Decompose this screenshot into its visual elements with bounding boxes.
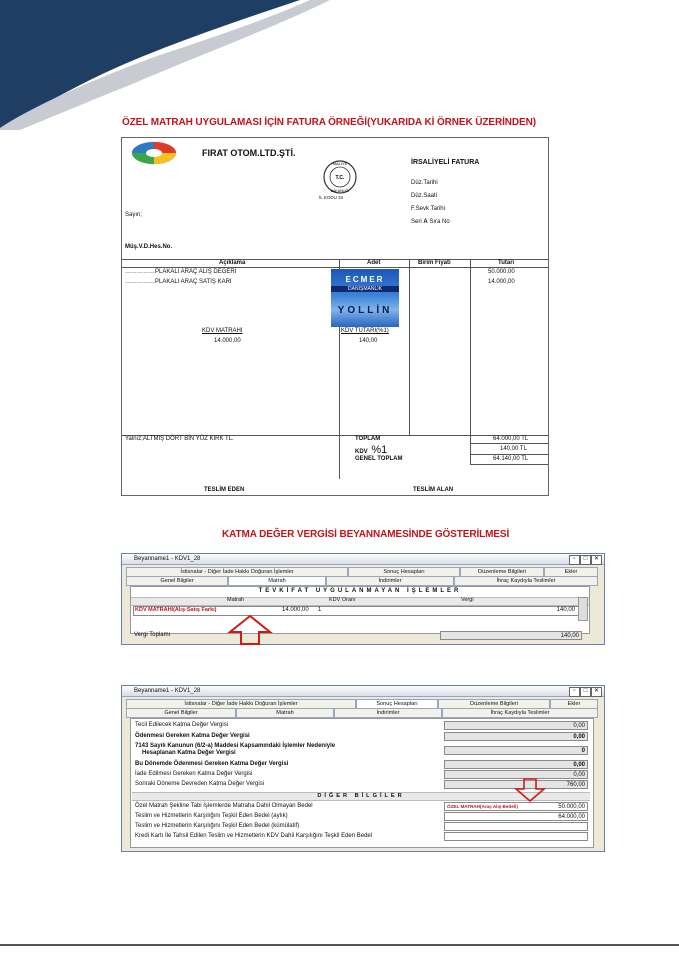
item-amount-2: 14.000,00 <box>488 279 515 285</box>
w2-other-field-1[interactable] <box>444 802 588 811</box>
w2-tab-sonuc[interactable]: Sonuç Hesapları <box>356 699 438 709</box>
w2-tab-ihrac[interactable]: İhraç Kaydıyla Teslimler <box>442 708 598 718</box>
w2-row-field-4[interactable]: 0 <box>444 746 588 755</box>
w1-tab-ekler[interactable]: Ekler <box>544 567 598 577</box>
w1-total-field[interactable]: 140,00 <box>440 631 582 640</box>
w1-row-label: KDV MATRAHI(Alış-Satış Farkı) <box>135 607 217 613</box>
footer-divider <box>0 944 679 946</box>
w1-tab-sonuc[interactable]: Sonuç Hesapları <box>348 567 460 577</box>
total-value: 64.000,00 TL <box>493 436 529 442</box>
w2-other-value-1: 50.000,00 <box>558 804 585 810</box>
total-label: TOPLAM <box>355 436 381 442</box>
header-wave-graphic <box>0 0 679 130</box>
w1-tab-indirimler[interactable]: İndirimler <box>326 576 454 586</box>
serial-letter: A <box>423 219 428 225</box>
w1-tab-ihrac[interactable]: İhraç Kaydıyla Teslimler <box>454 576 598 586</box>
w2-row-label-4: Hesaplanan Katma Değer Vergisi <box>142 750 236 756</box>
window2-maximize-button[interactable]: □ <box>580 687 591 697</box>
kdv-label-text: KDV <box>355 449 368 455</box>
stamp-text-2: DANIŞMANLIK <box>331 286 399 292</box>
stamp-text-3: YOLLİN <box>337 305 393 316</box>
w1-col-kdv-orani: KDV Oranı <box>329 597 356 603</box>
w1-tab-matrah[interactable]: Matrah <box>228 576 326 586</box>
item-amount-1: 50.000,00 <box>488 269 515 275</box>
delivered-by: TESLİM EDEN <box>204 487 245 493</box>
seal-bottom-text: BAKANLIĞI <box>330 189 350 193</box>
kdv-value: 140,00 TL <box>500 446 527 452</box>
col-tutari: Tutarı <box>498 260 515 266</box>
document-type: İRSALİYELİ FATURA <box>411 159 480 166</box>
w2-row-field-1[interactable]: 0,00 <box>444 721 588 730</box>
w1-row-rate: 1 <box>318 607 322 613</box>
w1-total-label: Vergi Toplamı <box>134 632 171 638</box>
w1-content <box>130 586 590 634</box>
kdv-tutar-value: 140,00 <box>359 338 378 344</box>
w1-tab-duzenleme[interactable]: Düzenleme Bilgileri <box>460 567 544 577</box>
seal-code: İL KODU 34 <box>319 195 344 200</box>
ministry-seal <box>316 158 364 200</box>
w2-tab-duzenleme[interactable]: Düzenleme Bilgileri <box>438 699 550 709</box>
serial-prefix: Seri <box>411 219 422 225</box>
invoice-heading: ÖZEL MATRAH UYGULAMASI İÇİN FATURA ÖRNEĞİ(YUKARIDA Kİ ÖRNEK ÜZERİNDEN) <box>122 117 536 128</box>
col-adet: Adet <box>367 260 381 266</box>
received-by: TESLİM ALAN <box>413 487 454 493</box>
col-birim-fiyati: Birim Fiyatı <box>418 260 451 266</box>
meta-serial <box>411 219 450 225</box>
seal-top-text: MALİYE <box>332 161 348 166</box>
w2-row-field-6[interactable]: 0,00 <box>444 770 588 779</box>
w2-row-field-2[interactable]: 0,00 <box>444 732 588 741</box>
w2-other-field-2[interactable]: 64.000,00 <box>444 812 588 821</box>
w2-other-label-2: Teslim ve Hizmetlerin Karşılığını Teşkil Eden Bedel (aylık) <box>135 813 288 819</box>
window1-restore-button[interactable]: ▫ <box>569 555 580 565</box>
window2-title: Beyanname1 - KDV1_28 <box>134 688 201 694</box>
item-desc-2: ……………PLAKALI ARAÇ SATIŞ KARI <box>125 279 232 285</box>
item-desc-1: ……………PLAKALI ARAÇ ALIŞ DEĞERİ <box>125 269 237 275</box>
window2-close-button[interactable]: ✕ <box>591 687 602 697</box>
kdv-matrah-label: KDV MATRAHI <box>202 328 243 334</box>
w2-row-label-2: Ödenmesi Gereken Katma Değer Vergisi <box>135 733 250 739</box>
tax-office-label: Müş.V.D.Hes.No. <box>125 244 173 250</box>
w1-scroll-controls[interactable] <box>578 597 588 621</box>
window1-maximize-button[interactable]: □ <box>580 555 591 565</box>
w2-tab-ekler[interactable]: Ekler <box>550 699 598 709</box>
seal-center-text: T.C. <box>335 175 345 181</box>
serial-suffix: Sıra No <box>429 219 450 225</box>
customer-label: Sayın; <box>125 212 143 218</box>
red-down-arrow-icon <box>514 778 546 802</box>
declaration-window-1 <box>121 553 605 645</box>
meta-duz-saati: Düz.Saati <box>411 193 438 199</box>
grand-total-label: GENEL TOPLAM <box>355 456 403 462</box>
w2-tab-indirimler[interactable]: İndirimler <box>334 708 442 718</box>
window2-titlebar <box>122 686 604 697</box>
w1-tab-genel[interactable]: Genel Bilgiler <box>126 576 228 586</box>
kdv-label <box>355 444 387 456</box>
w2-tab-matrah[interactable]: Matrah <box>236 708 334 718</box>
w1-tab-istisnalar[interactable]: İstisnalar - Diğer İade Hakkı Doğuran İşlemler <box>126 567 348 577</box>
kdv-matrah-value: 14.000,00 <box>214 338 241 344</box>
w2-row-label-5: Bu Dönemde Ödenmesi Gereken Katma Değer Vergisi <box>135 761 289 767</box>
w2-section-title: DİĞER BİLGİLER <box>132 792 590 801</box>
window1-titlebar <box>122 554 604 565</box>
window1-close-button[interactable]: ✕ <box>591 555 602 565</box>
w2-other-field-3[interactable] <box>444 822 588 831</box>
w2-other-field-4[interactable] <box>444 832 588 841</box>
meta-duz-tarihi: Düz.Tarihi <box>411 180 438 186</box>
declaration-window-2 <box>121 685 605 852</box>
w2-row-field-7[interactable]: 760,00 <box>444 780 588 789</box>
w1-col-vergi: Vergi <box>461 597 474 603</box>
w1-col-matrah: Matrah <box>227 597 245 603</box>
declaration-heading: KATMA DEĞER VERGİSİ BEYANNAMESİNDE GÖSTERİLMESİ <box>222 529 510 540</box>
meta-sevk-tarihi: F.Sevk Tarihi <box>411 206 445 212</box>
amount-in-words: Yalnız;ALTMIŞ DÖRT BİN YÜZ KIRK TL. <box>125 436 234 442</box>
stamp-text-1: ECMER <box>345 275 385 284</box>
company-stamp-image <box>331 269 399 327</box>
w2-tab-genel[interactable]: Genel Bilgiler <box>126 708 236 718</box>
w2-ozel-matrah-tag: ÖZEL MATRAH(Araç Alış Bedeli) <box>447 804 518 809</box>
company-logo-icon <box>130 141 178 165</box>
col-aciklama: Açıklama <box>219 260 246 266</box>
red-up-arrow-icon <box>226 614 274 646</box>
w2-other-label-4: Kredi Kartı İle Tahsil Edilen Teslim ve Hizmetlerin KDV Dahil Karşılığını Teşkil Eden Bedel <box>135 833 373 839</box>
kdv-tutar-label: KDV TUTARI(%1) <box>341 328 389 334</box>
w1-row-vergi: 140,00 <box>556 607 575 613</box>
w2-tab-istisnalar[interactable]: İstisnalar - Diğer İade Hakkı Doğuran İşlemler <box>126 699 356 709</box>
company-name: FIRAT OTOM.LTD.ŞTİ. <box>202 148 296 158</box>
w2-row-label-3: 7143 Sayılı Kanunun (6/2-a) Maddesi Kapsamındaki İşlemler Nedeniyle <box>135 743 336 749</box>
window1-title: Beyanname1 - KDV1_28 <box>134 556 201 562</box>
w2-other-label-3: Teslim ve Hizmetlerin Karşılığını Teşkil Eden Bedel (kümülatif) <box>135 823 300 829</box>
w2-row-label-7: Sonraki Döneme Devreden Katma Değer Vergisi <box>135 781 265 787</box>
w1-row[interactable] <box>133 606 580 616</box>
w2-row-label-1: Tecil Edilecek Katma Değer Vergisi <box>135 722 229 728</box>
w1-row-matrah: 14.000,00 <box>282 607 309 613</box>
invoice-document <box>121 137 549 496</box>
grand-total-value: 64.140,00 TL <box>493 456 529 462</box>
w2-row-field-5[interactable]: 0,00 <box>444 760 588 769</box>
w2-other-label-1: Özel Matrah Şekline Tabi İşlemlerde Matraha Dahil Olmayan Bedel <box>135 803 313 809</box>
w1-section-title: TEVKİFAT UYGULANMAYAN İŞLEMLER <box>258 588 462 594</box>
window2-restore-button[interactable]: ▫ <box>569 687 580 697</box>
kdv-rate: %1 <box>371 444 388 456</box>
w2-row-label-6: İade Edilmesi Gereken Katma Değer Vergisi <box>135 771 253 777</box>
